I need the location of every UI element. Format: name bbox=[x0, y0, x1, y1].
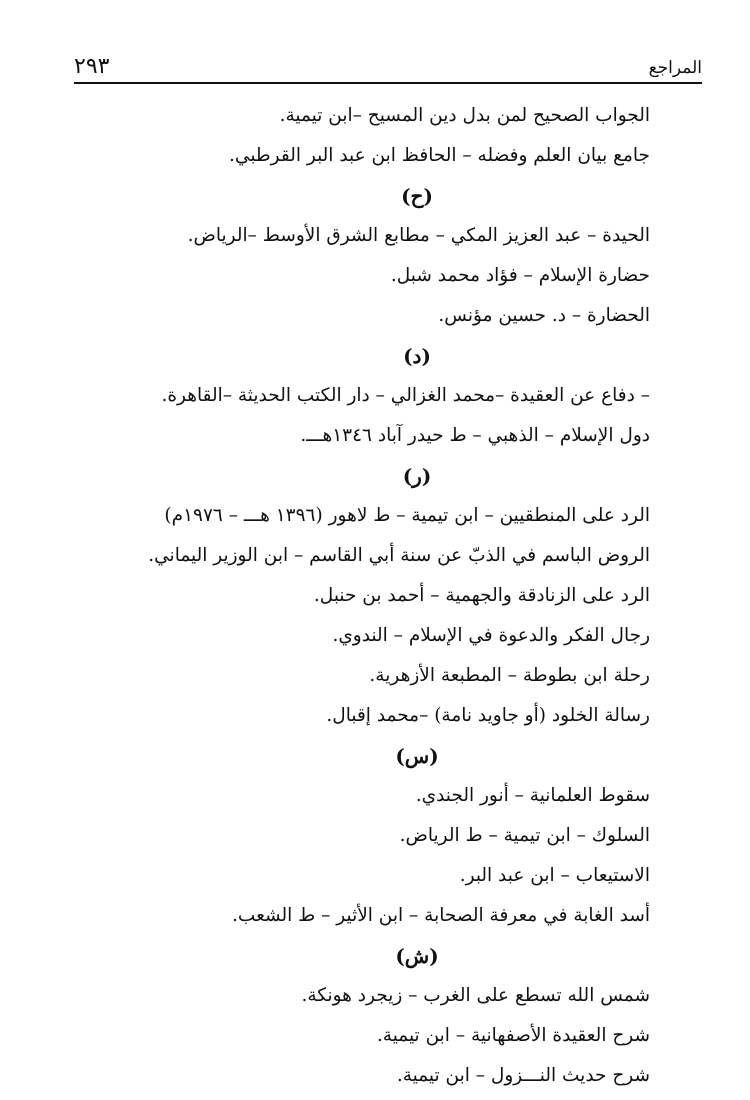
reference-entry: رحلة ابن بطوطة – المطبعة الأزهرية. bbox=[369, 665, 650, 686]
reference-entry: الروض الباسم في الذبّ عن سنة أبي القاسم – ابن الوزير اليماني. bbox=[148, 545, 650, 566]
section-heading-shin: (ش) bbox=[395, 944, 439, 968]
reference-entry: حضارة الإسلام – فؤاد محمد شبل. bbox=[390, 265, 650, 286]
section-heading-ra: (ر) bbox=[402, 464, 432, 488]
section-heading-dal: (د) bbox=[403, 344, 431, 368]
reference-entry: رسالة الخلود (أو جاويد نامة) –محمد إقبال. bbox=[326, 705, 650, 726]
reference-entry: سقوط العلمانية – أنور الجندي. bbox=[415, 785, 650, 806]
section-heading-sin: (س) bbox=[395, 744, 439, 768]
reference-entry: دول الإسلام – الذهبي – ط حيدر آباد ١٣٤٦هـــ. bbox=[300, 425, 650, 446]
reference-entry: الاستيعاب – ابن عبد البر. bbox=[459, 865, 650, 886]
reference-entry: الحيدة – عبد العزيز المكي – مطابع الشرق الأوسط –الرياض. bbox=[187, 225, 650, 246]
reference-entry: شرح حديث النـــزول – ابن تيمية. bbox=[396, 1065, 650, 1086]
page-number: ٢٩٣ bbox=[74, 54, 110, 79]
references-list bbox=[150, 96, 650, 1096]
reference-entry: الحضارة – د. حسين مؤنس. bbox=[438, 305, 650, 326]
reference-entry: أسد الغابة في معرفة الصحابة – ابن الأثير – ط الشعب. bbox=[232, 905, 650, 926]
section-heading-ha: (ح) bbox=[401, 184, 433, 208]
reference-entry: جامع بيان العلم وفضله – الحافظ ابن عبد البر القرطبي. bbox=[229, 145, 650, 166]
running-title: المراجع bbox=[648, 58, 702, 78]
reference-entry: الجواب الصحيح لمن بدل دين المسيح –ابن تيمية. bbox=[279, 105, 650, 126]
reference-entry: – دفاع عن العقيدة –محمد الغزالي – دار الكتب الحديثة –القاهرة. bbox=[161, 385, 650, 406]
reference-entry: السلوك – ابن تيمية – ط الرياض. bbox=[399, 825, 650, 846]
reference-entry: شمس الله تسطع على الغرب – زيجرد هونكة. bbox=[301, 985, 650, 1006]
page-header bbox=[74, 54, 702, 84]
reference-entry: رجال الفكر والدعوة في الإسلام – الندوي. bbox=[332, 625, 650, 646]
reference-entry: الرد على المنطقيين – ابن تيمية – ط لاهور (١٣٩٦ هـــ – ١٩٧٦م) bbox=[164, 505, 650, 526]
reference-entry: شرح العقيدة الأصفهانية – ابن تيمية. bbox=[376, 1025, 650, 1046]
reference-entry: الرد على الزنادقة والجهمية – أحمد بن حنبل. bbox=[313, 585, 650, 606]
